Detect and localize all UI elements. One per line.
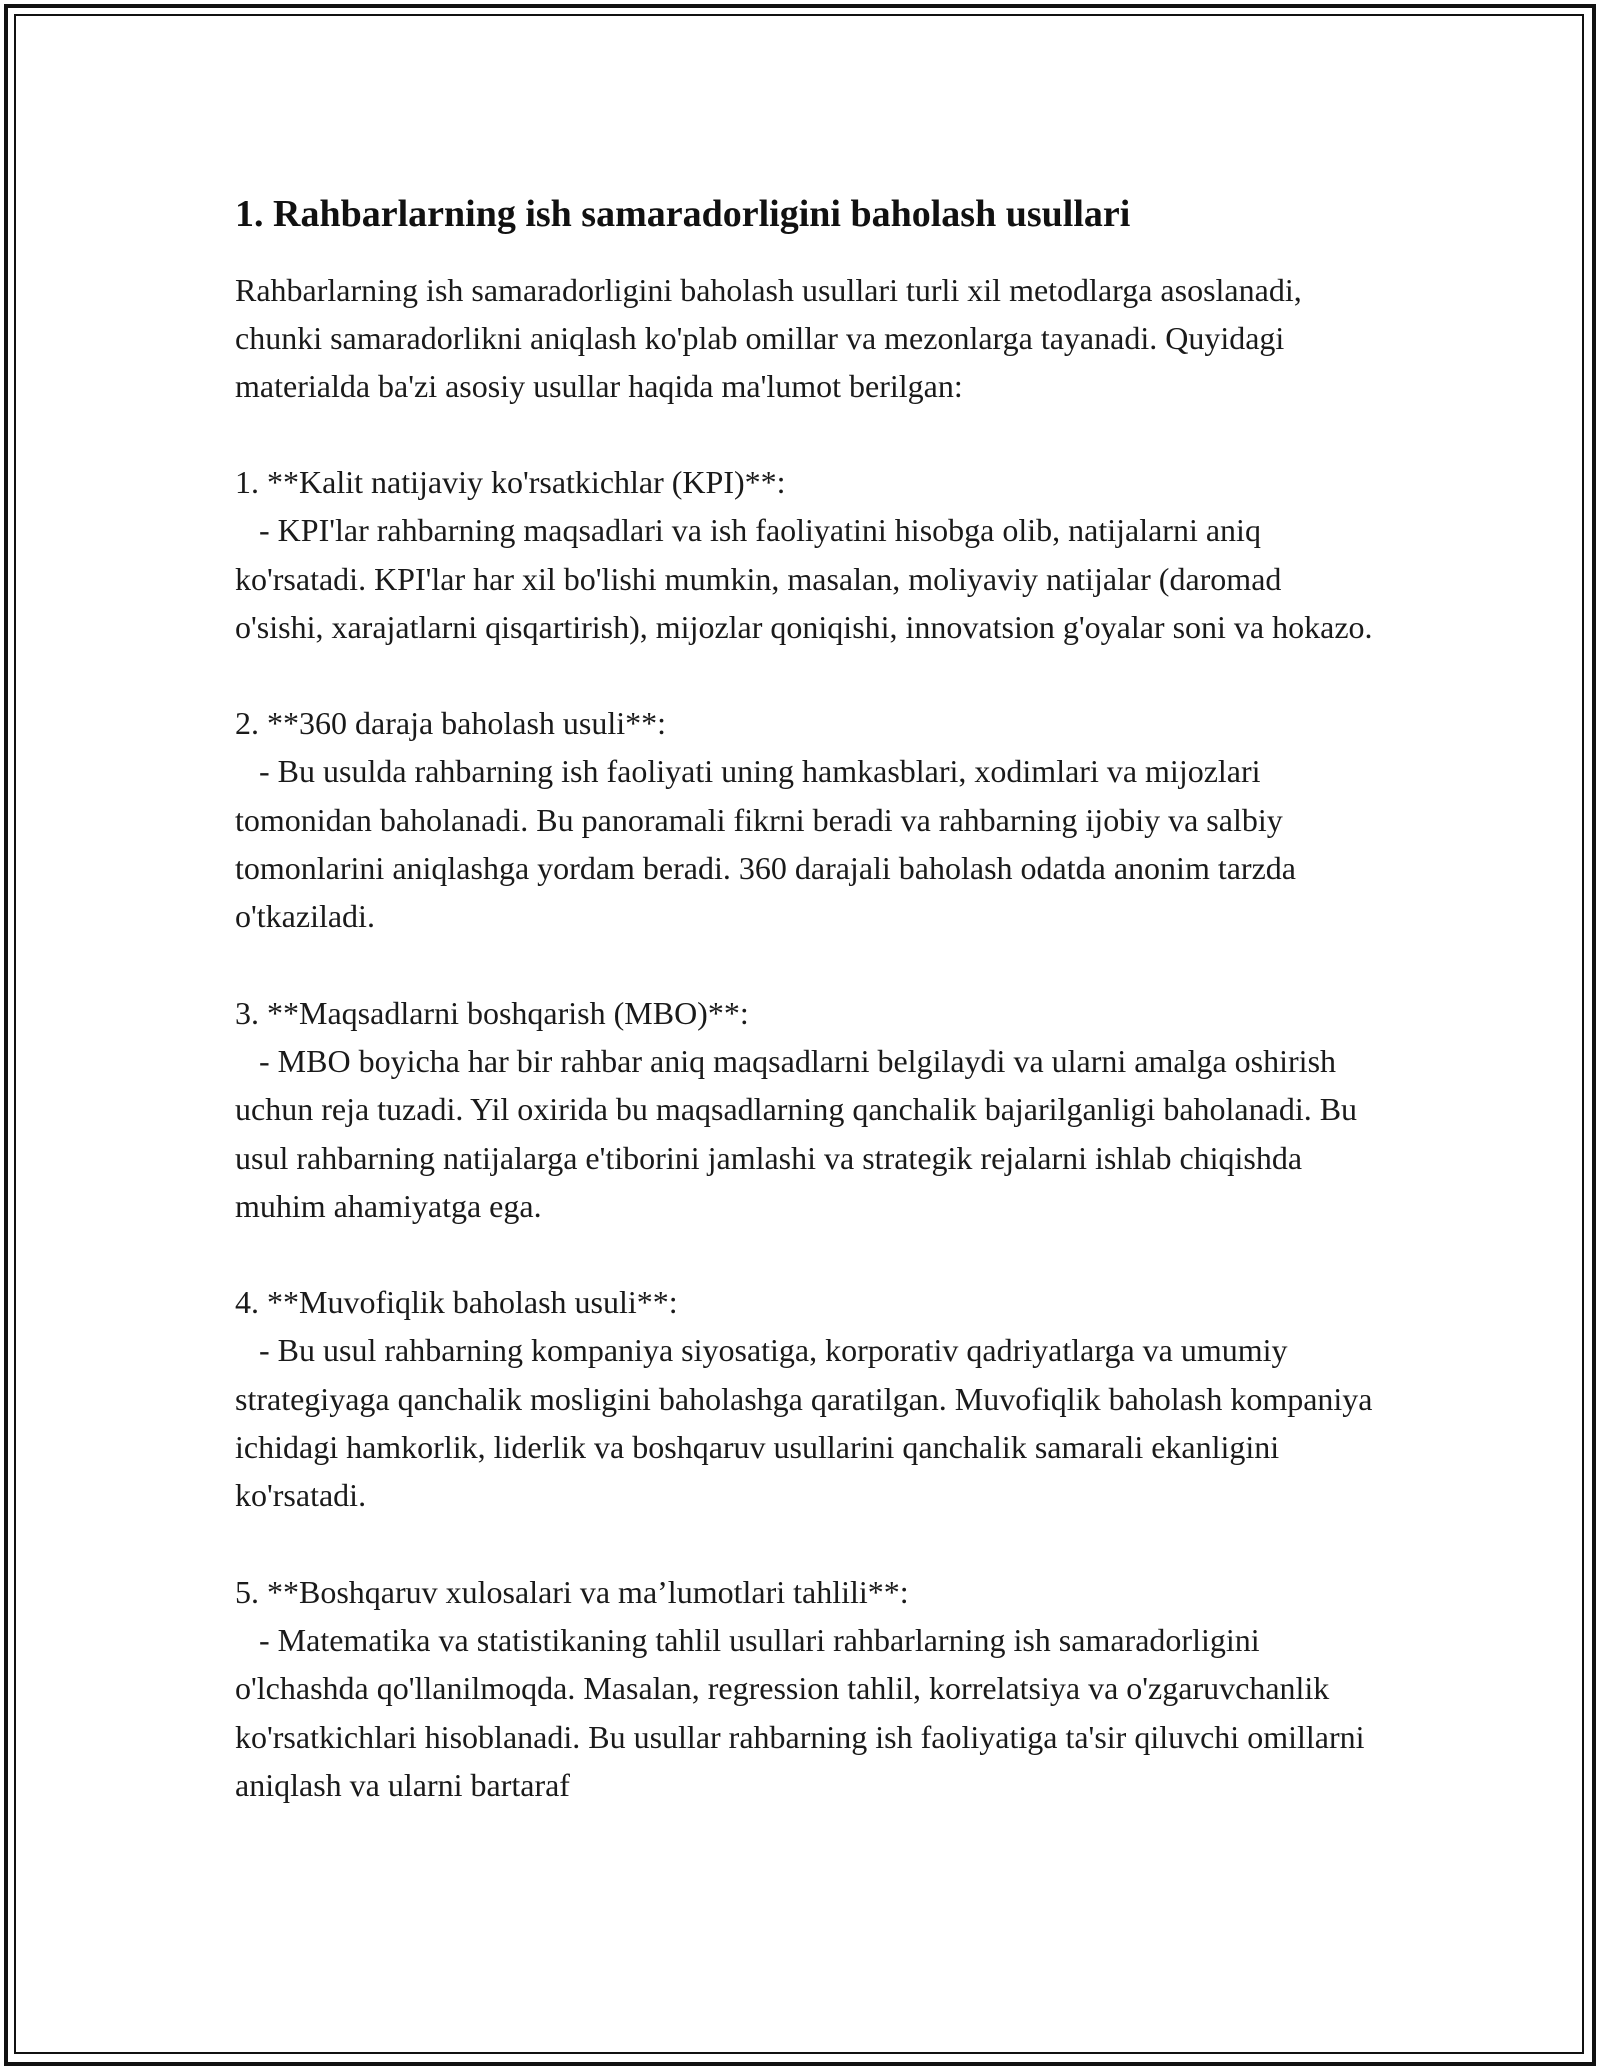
section-heading: 1. **Kalit natijaviy ko'rsatkichlar (KPI)**: [235, 464, 786, 500]
section-compliance [235, 1278, 1375, 1519]
section-kpi [235, 458, 1375, 651]
section-mbo [235, 989, 1375, 1230]
section-heading: 4. **Muvofiqlik baholash usuli**: [235, 1284, 678, 1321]
document-content [235, 188, 1375, 1857]
section-body [235, 1616, 1375, 1809]
intro-paragraph: Rahbarlarning ish samaradorligini baholash usullari turli xil metodlarga asoslanadi, chunki samaradorlikni aniqlash ko'plab omillar va mezonlarga tayanadi. Quyidagi materialda ba'zi asosiy usullar haqida ma'lumot berilgan: [235, 272, 1302, 404]
section-heading: 2. **360 daraja baholash usuli**: [235, 705, 667, 742]
section-body-text: - Bu usul rahbarning kompaniya siyosatiga, korporativ qadriyatlarga va umumiy strategiyaga qanchalik mosligini baholashga qaratilgan. Muvofiqlik baholash kompaniya ichidagi hamkorlik, liderlik va boshqaruv usullarini qanchalik samarali ekanligini ko'rsatadi. [235, 1332, 1373, 1514]
document-title: 1. Rahbarlarning ish samaradorligini baholash usullari [235, 193, 1131, 235]
section-body-text: - Bu usulda rahbarning ish faoliyati uning hamkasblari, xodimlari va mijozlari tomonidan baholanadi. Bu panoramali fikrni beradi va rahbarning ijobiy va salbiy tomonlarini aniqlashga yordam beradi. 360 darajali baholash odatda anonim tarzda o'tkaziladi. [235, 753, 1296, 935]
section-body-text: - MBO boyicha har bir rahbar aniq maqsadlarni belgilaydi va ularni amalga oshirish uchun reja tuzadi. Yil oxirida bu maqsadlarning qanchalik bajarilganligi baholanadi. Bu usul rahbarning natijalarga e'tiborini jamlashi va strategik rejalarni ishlab chiqishda muhim ahamiyatga ega. [235, 1042, 1358, 1224]
section-heading: 3. **Maqsadlarni boshqarish (MBO)**: [235, 994, 749, 1031]
section-body-text: - Matematika va statistikaning tahlil usullari rahbarlarning ish samaradorligini o'lchashda qo'llanilmoqda. Masalan, regression tahlil, korrelatsiya va o'zgaruvchanlik ko'rsatkichlari hisoblanadi. Bu usullar rahbarning ish faoliyatiga ta'sir qiluvchi omillarni aniqlash va ularni bartaraf [235, 1621, 1365, 1803]
section-body [235, 1326, 1375, 1519]
section-360-degree [235, 699, 1375, 940]
section-management-analysis [235, 1568, 1375, 1809]
section-heading: 5. **Boshqaruv xulosalari va ma’lumotlari tahlili**: [235, 1573, 909, 1610]
section-body [235, 747, 1375, 940]
section-body [235, 1037, 1375, 1230]
section-body [235, 506, 1375, 651]
section-body-text: - KPI'lar rahbarning maqsadlari va ish faoliyatini hisobga olib, natijalarni aniq ko'rsatadi. KPI'lar har xil bo'lishi mumkin, masalan, moliyaviy natijalar (daromad o'sishi, xarajatlarni qisqartirish), mijozlar qoniqishi, innovatsion g'oyalar soni va hokazo. [235, 512, 1373, 645]
